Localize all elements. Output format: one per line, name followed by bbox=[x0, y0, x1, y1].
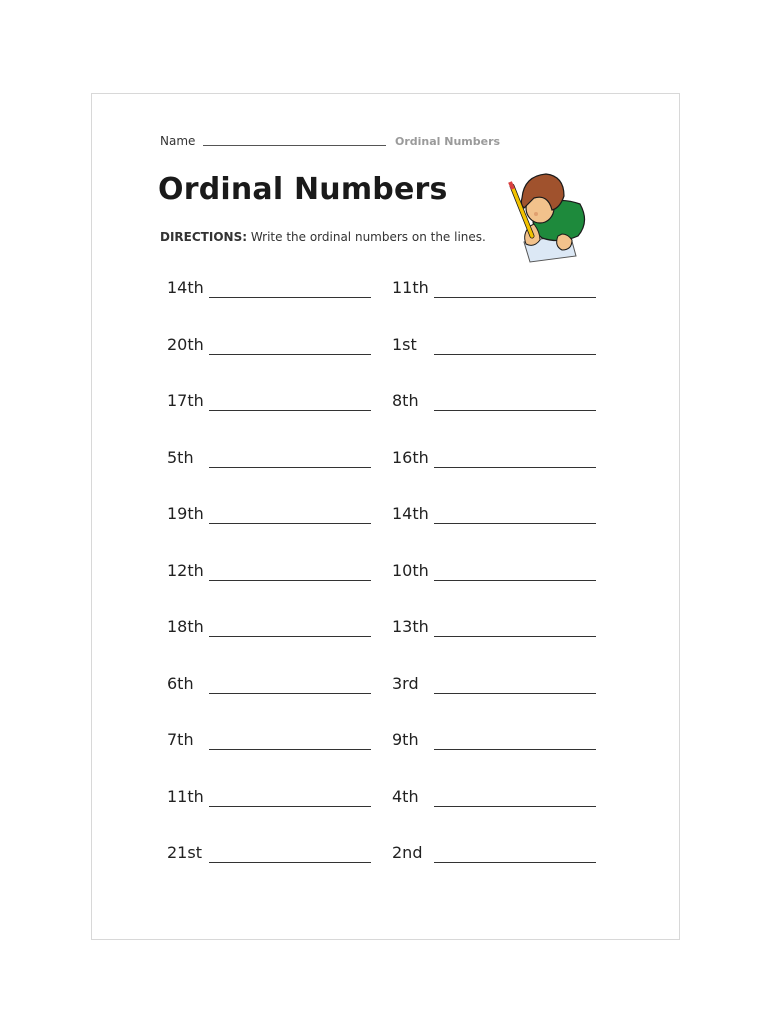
ordinal-label: 4th bbox=[392, 786, 419, 806]
ordinal-row bbox=[167, 787, 607, 844]
answer-line[interactable] bbox=[209, 410, 371, 411]
ordinal-item bbox=[167, 448, 382, 472]
page-title: Ordinal Numbers bbox=[158, 172, 448, 207]
directions-lead: DIRECTIONS: bbox=[160, 230, 248, 244]
ordinal-label: 14th bbox=[167, 278, 204, 297]
ordinal-label: 21st bbox=[167, 843, 202, 862]
ordinal-label: 11th bbox=[392, 278, 429, 297]
answer-line[interactable] bbox=[434, 636, 596, 637]
ordinal-row bbox=[167, 448, 607, 505]
ordinal-item bbox=[167, 674, 382, 698]
answer-line[interactable] bbox=[209, 636, 371, 637]
answer-line[interactable] bbox=[209, 693, 371, 694]
ordinal-item bbox=[167, 504, 382, 528]
child-writing-icon bbox=[504, 164, 590, 264]
ordinal-item bbox=[167, 843, 382, 867]
ordinal-grid bbox=[167, 278, 607, 900]
answer-line[interactable] bbox=[434, 467, 596, 468]
ordinal-row bbox=[167, 391, 607, 448]
ordinal-item bbox=[392, 391, 607, 415]
answer-line[interactable] bbox=[209, 467, 371, 468]
ordinal-label: 19th bbox=[167, 504, 204, 523]
ordinal-label: 3rd bbox=[392, 673, 419, 693]
ordinal-item bbox=[392, 617, 607, 641]
answer-line[interactable] bbox=[434, 862, 596, 863]
directions bbox=[160, 230, 486, 244]
ordinal-item bbox=[167, 335, 382, 359]
ordinal-row bbox=[167, 730, 607, 787]
ordinal-item bbox=[167, 391, 382, 415]
name-line bbox=[203, 145, 386, 146]
ordinal-item bbox=[392, 504, 607, 528]
answer-line[interactable] bbox=[209, 580, 371, 581]
answer-line[interactable] bbox=[209, 806, 371, 807]
ordinal-label: 20th bbox=[167, 334, 204, 354]
ordinal-item bbox=[392, 448, 607, 472]
ordinal-row bbox=[167, 278, 607, 335]
ordinal-item bbox=[167, 561, 382, 585]
answer-line[interactable] bbox=[434, 749, 596, 750]
ordinal-item bbox=[167, 730, 382, 754]
ordinal-label: 6th bbox=[167, 673, 194, 693]
ordinal-item bbox=[392, 674, 607, 698]
ordinal-label: 13th bbox=[392, 617, 429, 636]
answer-line[interactable] bbox=[434, 354, 596, 355]
ordinal-label: 1st bbox=[392, 334, 417, 354]
ordinal-item bbox=[392, 730, 607, 754]
answer-line[interactable] bbox=[209, 297, 371, 298]
ordinal-item bbox=[392, 787, 607, 811]
ordinal-label: 11th bbox=[167, 786, 204, 806]
ordinal-item bbox=[392, 561, 607, 585]
ordinal-row bbox=[167, 843, 607, 900]
ordinal-item bbox=[392, 335, 607, 359]
ordinal-row bbox=[167, 561, 607, 618]
ordinal-row bbox=[167, 335, 607, 392]
ordinal-item bbox=[392, 278, 607, 302]
ordinal-label: 10th bbox=[392, 560, 429, 580]
answer-line[interactable] bbox=[434, 297, 596, 298]
ordinal-row bbox=[167, 504, 607, 561]
answer-line[interactable] bbox=[209, 354, 371, 355]
answer-line[interactable] bbox=[434, 693, 596, 694]
directions-text: Write the ordinal numbers on the lines. bbox=[247, 230, 486, 244]
ordinal-label: 2nd bbox=[392, 843, 423, 862]
ordinal-item bbox=[167, 617, 382, 641]
answer-line[interactable] bbox=[434, 580, 596, 581]
answer-line[interactable] bbox=[209, 749, 371, 750]
ordinal-label: 14th bbox=[392, 504, 429, 523]
ordinal-row bbox=[167, 674, 607, 731]
name-label: Name bbox=[160, 134, 196, 148]
ordinal-item bbox=[392, 843, 607, 867]
answer-line[interactable] bbox=[209, 862, 371, 863]
name-row bbox=[160, 134, 520, 152]
ordinal-label: 8th bbox=[392, 391, 419, 410]
answer-line[interactable] bbox=[434, 523, 596, 524]
answer-line[interactable] bbox=[434, 410, 596, 411]
worksheet-page bbox=[91, 93, 680, 940]
ordinal-label: 7th bbox=[167, 730, 194, 749]
ordinal-label: 17th bbox=[167, 391, 204, 410]
answer-line[interactable] bbox=[209, 523, 371, 524]
ordinal-label: 16th bbox=[392, 447, 429, 467]
ordinal-item bbox=[167, 278, 382, 302]
ordinal-row bbox=[167, 617, 607, 674]
answer-line[interactable] bbox=[434, 806, 596, 807]
ordinal-label: 12th bbox=[167, 560, 204, 580]
ordinal-item bbox=[167, 787, 382, 811]
ordinal-label: 9th bbox=[392, 730, 419, 749]
header-tag: Ordinal Numbers bbox=[395, 135, 501, 148]
ordinal-label: 18th bbox=[167, 617, 204, 636]
ordinal-label: 5th bbox=[167, 447, 194, 467]
